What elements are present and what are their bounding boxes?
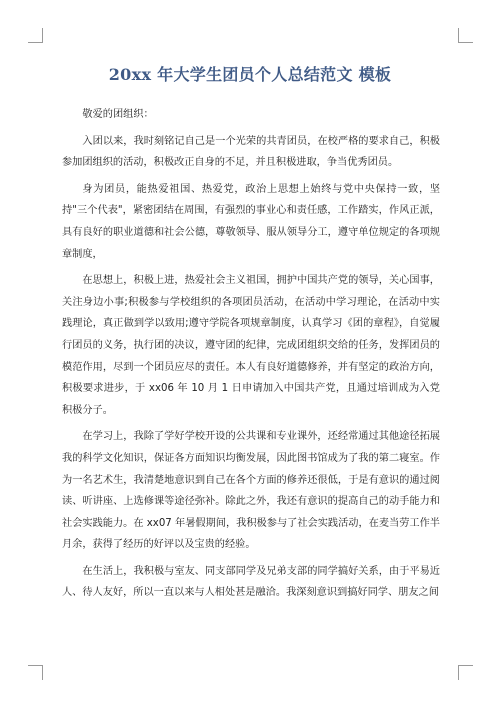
document-body	[62, 104, 440, 609]
paragraph-3: 在思想上，积极上进，热爱社会主义祖国，拥护中国共产党的领导，关心国事，关注身边小事;积极参与学校组织的各项团员活动，在活动中学习理论，在活动中实践理论，真正做到学以致用;遵守学院各项规章制度，认真学习《团的章程》，自觉履行团员的义务，执行团的决议，遵守团的纪律，完成团组织交给的任务，发挥团员的模范作用，尽到一个团员应尽的责任。本人有良好道德修养，并有坚定的政治方向，积极要求进步，于 xx06 年 10 月 1 日申请加入中国共产党，且通过培训成为入党积极分子。	[62, 275, 440, 416]
crop-mark-top-left	[28, 28, 43, 43]
paragraph-4: 在学习上，我除了学好学校开设的公共课和专业课外，还经常通过其他途径拓展我的科学文化知识，保证各方面知识均衡发展，因此图书馆成为了我的第二寝室。作为一名艺术生，我清楚地意识到自己在各个方面的修养还很低，于是有意识的通过阅读、听讲座、上选修课等途径弥补。除此之外，我还有意识的提高自己的动手能力和社会实践能力。在 xx07 年暑假期间，我积极参与了社会实践活动，在麦当劳工作半月余，获得了经历的好评以及宝贵的经验。	[62, 431, 440, 551]
paragraph-1: 入团以来，我时刻铭记自己是一个光荣的共青团员，在校严格的要求自己，积极参加团组织的活动，积极改正自身的不足，并且积极进取，争当优秀团员。	[62, 135, 440, 169]
paragraph-5: 在生活上，我积极与室友、同支部同学及兄弟支部的同学搞好关系，由于平易近人、待人友好，所以一直以来与人相处甚是融洽。我深刻意识到搞好同学、朋友之间	[62, 565, 440, 599]
document-title: 20xx 年大学生团员个人总结范文 模板	[108, 65, 392, 84]
paragraph-2: 身为团员，能热爱祖国、热爱党，政治上思想上始终与党中央保持一致，坚持"三个代表"，紧密团结在周围，有强烈的事业心和责任感，工作踏实，作风正派，具有良好的职业道德和社会公德，尊敬领导、服从领导分工，遵守单位规定的各项规章制度，	[62, 183, 440, 260]
crop-mark-bottom-right	[458, 665, 473, 680]
salutation: 敬爱的团组织：	[82, 109, 154, 120]
crop-mark-bottom-left	[28, 665, 43, 680]
crop-mark-top-right	[458, 28, 473, 43]
